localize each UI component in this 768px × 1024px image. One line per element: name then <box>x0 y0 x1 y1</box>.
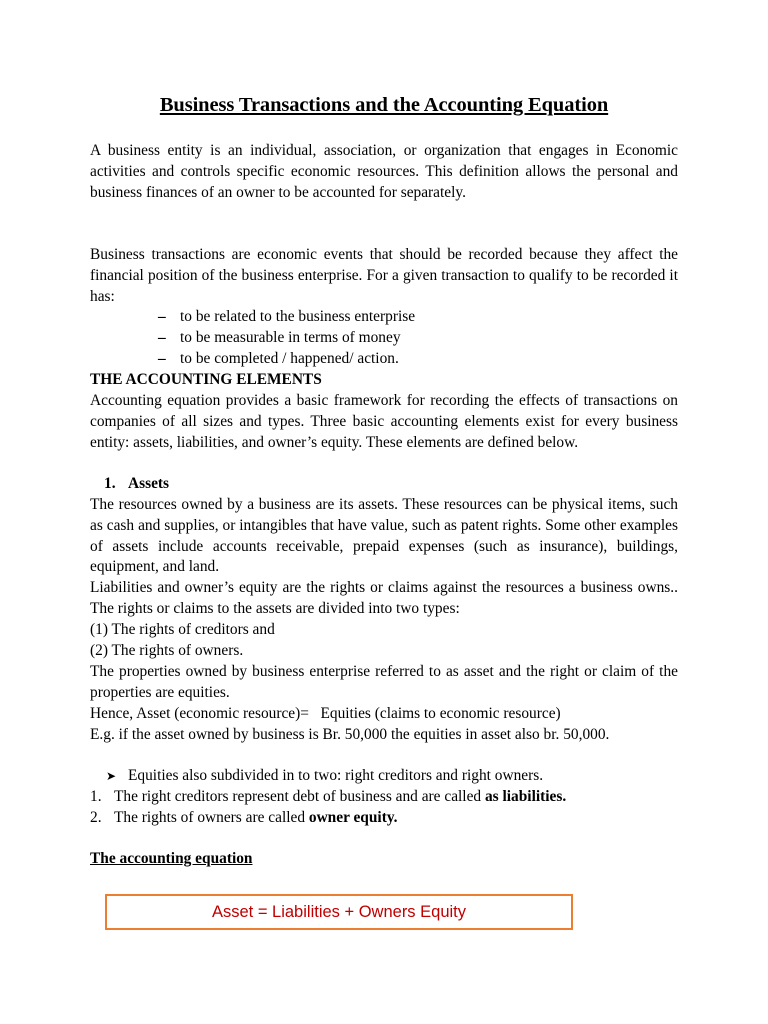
subheading-assets: 1. Assets <box>104 475 170 492</box>
dash-bullet: – <box>158 308 166 325</box>
section-heading-accounting-elements: THE ACCOUNTING ELEMENTS <box>90 371 322 388</box>
criteria-item: – to be related to the business enterprise <box>158 307 415 328</box>
dash-bullet: – <box>158 350 166 367</box>
page-title: Business Transactions and the Accounting Equation <box>159 94 609 116</box>
rights-item: (2) The rights of owners. <box>90 642 244 659</box>
criteria-item: – to be measurable in terms of money <box>158 328 401 349</box>
equation-text: Asset = Liabilities + Owners Equity <box>211 902 467 921</box>
example-statement: E.g. if the asset owned by business is Br. 50,000 the equities in asset also br. 50,000. <box>90 726 610 743</box>
equation-box <box>105 894 573 930</box>
arrow-bullet-icon: ➤ <box>106 769 117 783</box>
paragraph-liabilities-equity: Liabilities and owner’s equity are the rights or claims against the resources a business owns.. The rights or claims to the assets are divided into two types: <box>90 579 678 617</box>
paragraph-assets: The resources owned by a business are its assets. These resources can be physical items, such as cash and supplies, or intangibles that have value, such as patent rights. Some other examples of assets include accounts receivable, prepaid expenses (such as insurance), buildings, equipment, and land. <box>90 496 678 576</box>
paragraph-business-transactions: Business transactions are economic events that should be recorded because they affect the financial position of the business enterprise. For a given transaction to qualify to be recorded it has: <box>90 246 678 305</box>
list-item: 2. The rights of owners are called owner equity. <box>90 809 398 826</box>
paragraph-business-entity: A business entity is an individual, association, or organization that engages in Economic activities and controls specific economic resources. This definition allows the personal and business finances of an owner to be accounted for separately. <box>90 142 678 201</box>
dash-bullet: – <box>158 329 166 346</box>
paragraph-accounting-equation-intro: Accounting equation provides a basic framework for recording the effects of transactions on companies of all sizes and types. Three basic accounting elements exist for every business entity: assets, liabilities, and owner’s equity. These elements are defined below. <box>90 392 678 451</box>
paragraph-properties: The properties owned by business enterprise referred to as asset and the right or claim of the properties are equities. <box>90 663 678 701</box>
section-heading-accounting-equation: The accounting equation <box>90 850 253 867</box>
rights-item: (1) The rights of creditors and <box>90 621 275 638</box>
list-item: 1. The right creditors represent debt of business and are called as liabilities. <box>90 788 567 805</box>
hence-statement: Hence, Asset (economic resource)= Equities (claims to economic resource) <box>90 705 561 722</box>
subdivided-bullet: ➤ Equities also subdivided in to two: right creditors and right owners. <box>106 766 543 787</box>
criteria-item: – to be completed / happened/ action. <box>158 349 399 370</box>
